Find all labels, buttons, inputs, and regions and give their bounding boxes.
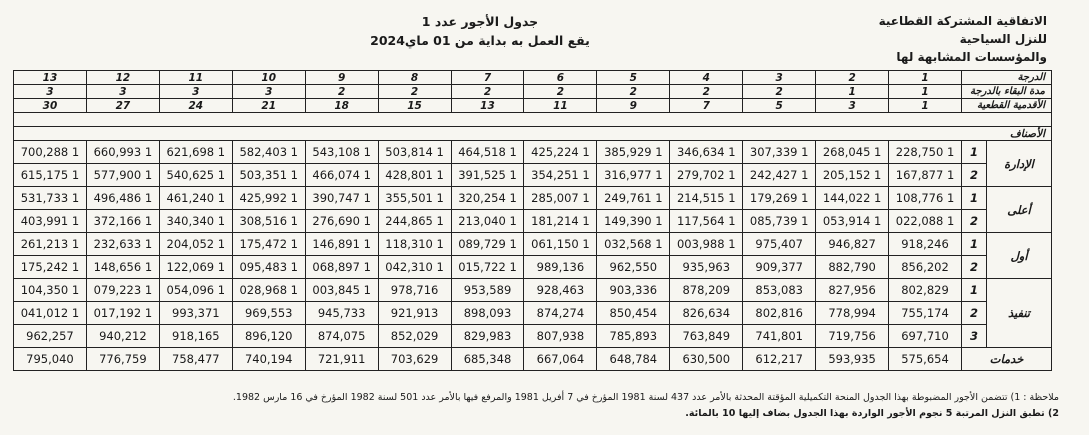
seniority-row-label: الأقدمية القطعية [961,99,1051,113]
salary-cell: 928,463 [524,279,597,302]
salary-cell: 1 181,214 [524,210,597,233]
salary-cell: 719,756 [816,325,889,348]
seniority-row-cell: 1 [889,99,962,113]
salary-cell: 1 531,733 [14,187,87,210]
salary-cell: 1 054,096 [159,279,232,302]
salary-cell: 1 464,518 [451,141,524,164]
salary-cell: 1 503,814 [378,141,451,164]
salary-cell: 1 615,175 [14,164,87,187]
salary-cell: 1 390,747 [305,187,378,210]
sub-class-number: 3 [961,325,986,348]
salary-cell: 1 089,729 [451,233,524,256]
degree-row-cell: 5 [597,71,670,85]
salary-cell: 648,784 [597,348,670,371]
sub-class-number: 1 [961,279,986,302]
salary-cell: 1 108,776 [889,187,962,210]
group-label: أعلى [987,187,1052,233]
salary-cell: 755,174 [889,302,962,325]
salary-cell: 935,963 [670,256,743,279]
table-row [14,256,1052,279]
salary-cell: 740,194 [232,348,305,371]
salary-cell: 1 268,045 [816,141,889,164]
duration-row-label: مدة البقاء بالدرجة [961,85,1051,99]
salary-cell: 962,550 [597,256,670,279]
table-row [14,164,1052,187]
salary-cell: 1 249,761 [597,187,670,210]
salary-cell: 1 232,633 [86,233,159,256]
salary-cell: 1 346,634 [670,141,743,164]
seniority-row-cell: 21 [232,99,305,113]
notes-section [19,390,1059,422]
sub-class-number: 2 [961,164,986,187]
degree-row-cell: 13 [14,71,87,85]
seniority-row-cell: 30 [14,99,87,113]
salary-cell: 1 540,625 [159,164,232,187]
duration-row-cell: 1 [889,85,962,99]
seniority-row-cell: 5 [743,99,816,113]
salary-cell: 1 466,074 [305,164,378,187]
salary-cell: 1 461,240 [159,187,232,210]
duration-row-cell: 2 [743,85,816,99]
salary-cell: 852,029 [378,325,451,348]
salary-cell: 1 015,722 [451,256,524,279]
salary-cell: 802,829 [889,279,962,302]
salary-cell: 909,377 [743,256,816,279]
degree-row-cell: 8 [378,71,451,85]
degree-row-cell: 3 [743,71,816,85]
salary-cell: 946,827 [816,233,889,256]
salary-cell: 1 061,150 [524,233,597,256]
sub-class-number: 1 [961,141,986,164]
seniority-row-cell: 18 [305,99,378,113]
salary-cell: 1 214,515 [670,187,743,210]
salary-cell: 1 228,750 [889,141,962,164]
org-line-3: والمؤسسات المشابهة لها [896,50,1047,64]
salary-cell: 1 213,040 [451,210,524,233]
salary-cell: 1 276,690 [305,210,378,233]
salary-cell: 829,983 [451,325,524,348]
seniority-row-cell: 9 [597,99,670,113]
salary-cell: 1 660,993 [86,141,159,164]
salary-cell: 1 017,192 [86,302,159,325]
degree-row [14,71,1052,85]
salary-cell: 1 122,069 [159,256,232,279]
salary-cell: 685,348 [451,348,524,371]
salary-cell: 593,935 [816,348,889,371]
salary-cell: 896,120 [232,325,305,348]
group-label: أول [987,233,1052,279]
salary-cell: 853,083 [743,279,816,302]
duration-row-cell: 2 [451,85,524,99]
duration-row-cell: 3 [232,85,305,99]
salary-cell: 1 022,088 [889,210,962,233]
salary-cell: 1 543,108 [305,141,378,164]
salary-cell: 1 385,929 [597,141,670,164]
salary-cell: 1 148,656 [86,256,159,279]
seniority-row-cell: 7 [670,99,743,113]
salary-cell: 1 003,845 [305,279,378,302]
duration-row [14,85,1052,99]
salary-cell: 1 285,007 [524,187,597,210]
salary-cell: 945,733 [305,302,378,325]
salary-cell: 1 205,152 [816,164,889,187]
salary-cell: 1 582,403 [232,141,305,164]
degree-row-label: الدرجة [961,71,1051,85]
degree-row-cell: 1 [889,71,962,85]
org-line-1: الاتفاقية المشتركة القطاعية [878,14,1047,28]
salary-table-body [14,71,1052,371]
salary-cell: 962,257 [14,325,87,348]
duration-row-cell: 3 [86,85,159,99]
org-line-2: للنزل السياحية [959,32,1047,46]
salary-cell: 667,064 [524,348,597,371]
salary-cell: 978,716 [378,279,451,302]
salary-cell: 1 144,022 [816,187,889,210]
degree-row-cell: 2 [816,71,889,85]
salary-cell: 850,454 [597,302,670,325]
salary-cell: 1 496,486 [86,187,159,210]
salary-cell: 1 041,012 [14,302,87,325]
seniority-row-cell: 27 [86,99,159,113]
salary-cell: 874,075 [305,325,378,348]
salary-cell: 1 403,991 [14,210,87,233]
degree-row-cell: 12 [86,71,159,85]
salary-cell: 697,710 [889,325,962,348]
salary-cell: 1 104,350 [14,279,87,302]
salary-cell: 1 391,525 [451,164,524,187]
salary-cell: 1 577,900 [86,164,159,187]
note-2: 2) تطبق النزل المرتبة 5 نجوم الأجور الواردة بهذا الجدول بضاف إليها 10 بالمائة. [685,408,1059,419]
sub-class-number: 1 [961,187,986,210]
salary-cell: 1 244,865 [378,210,451,233]
salary-cell: 1 149,390 [597,210,670,233]
salary-cell: 975,407 [743,233,816,256]
salary-cell: 1 261,213 [14,233,87,256]
salary-cell: 575,654 [889,348,962,371]
salary-cell: 940,212 [86,325,159,348]
salary-cell: 878,209 [670,279,743,302]
spacer-row [14,113,1052,127]
salary-cell: 1 117,564 [670,210,743,233]
organization-header [827,12,1047,66]
salary-cell: 989,136 [524,256,597,279]
table-row [14,187,1052,210]
salary-cell: 953,589 [451,279,524,302]
salary-cell: 918,165 [159,325,232,348]
sub-class-number: 2 [961,302,986,325]
salary-cell: 763,849 [670,325,743,348]
duration-row-cell: 2 [670,85,743,99]
salary-cell: 802,816 [743,302,816,325]
salary-cell: 898,093 [451,302,524,325]
table-row [14,210,1052,233]
degree-row-cell: 4 [670,71,743,85]
degree-row-cell: 11 [159,71,232,85]
salary-cell: 1 204,052 [159,233,232,256]
table-row [14,348,1052,371]
degree-row-cell: 7 [451,71,524,85]
duration-row-cell: 1 [816,85,889,99]
salary-cell: 856,202 [889,256,962,279]
salary-cell: 758,477 [159,348,232,371]
spacer-cell [14,113,1052,127]
salary-cell: 741,801 [743,325,816,348]
salary-cell: 1 425,992 [232,187,305,210]
salary-cell: 1 503,351 [232,164,305,187]
salary-cell: 1 028,968 [232,279,305,302]
salary-cell: 969,553 [232,302,305,325]
salary-cell: 1 167,877 [889,164,962,187]
salary-cell: 1 068,897 [305,256,378,279]
salary-cell: 1 085,739 [743,210,816,233]
seniority-row-cell: 24 [159,99,232,113]
seniority-row [14,99,1052,113]
salary-cell: 1 700,288 [14,141,87,164]
salary-cell: 1 308,516 [232,210,305,233]
duration-row-cell: 2 [378,85,451,99]
document-title-block [330,12,630,50]
duration-row-cell: 3 [159,85,232,99]
sub-class-number: 2 [961,256,986,279]
degree-row-cell: 6 [524,71,597,85]
salary-cell: 1 179,269 [743,187,816,210]
salary-cell: 1 340,340 [159,210,232,233]
salary-cell: 1 355,501 [378,187,451,210]
salary-cell: 918,246 [889,233,962,256]
sub-class-number: 2 [961,210,986,233]
salary-cell: 703,629 [378,348,451,371]
group-label: تنفيذ [987,279,1052,348]
document-title: جدول الأجور عدد 1 [421,14,539,29]
salary-cell: 1 279,702 [670,164,743,187]
salary-cell: 807,938 [524,325,597,348]
salary-cell: 1 307,339 [743,141,816,164]
classes-row [14,127,1052,141]
table-row [14,279,1052,302]
salary-cell: 1 003,988 [670,233,743,256]
salary-cell: 1 032,568 [597,233,670,256]
duration-row-cell: 2 [524,85,597,99]
salary-cell: 778,994 [816,302,889,325]
table-row [14,302,1052,325]
table-row [14,141,1052,164]
duration-row-cell: 3 [14,85,87,99]
salary-cell: 827,956 [816,279,889,302]
salary-cell: 785,893 [597,325,670,348]
salary-cell: 776,759 [86,348,159,371]
table-row [14,233,1052,256]
salary-cell: 1 095,483 [232,256,305,279]
classes-label: الأصناف [14,127,1052,141]
salary-cell: 1 146,891 [305,233,378,256]
seniority-row-cell: 13 [451,99,524,113]
salary-cell: 1 053,914 [816,210,889,233]
salary-cell: 612,217 [743,348,816,371]
salary-cell: 795,040 [14,348,87,371]
seniority-row-cell: 3 [816,99,889,113]
salary-cell: 1 042,310 [378,256,451,279]
salary-cell: 903,336 [597,279,670,302]
salary-cell: 993,371 [159,302,232,325]
salary-cell: 1 425,224 [524,141,597,164]
salary-cell: 1 316,977 [597,164,670,187]
salary-cell: 1 079,223 [86,279,159,302]
salary-cell: 1 354,251 [524,164,597,187]
salary-cell: 921,913 [378,302,451,325]
salary-cell: 630,500 [670,348,743,371]
salary-cell: 1 175,472 [232,233,305,256]
salary-cell: 826,634 [670,302,743,325]
table-row [14,325,1052,348]
seniority-row-cell: 15 [378,99,451,113]
duration-row-cell: 2 [305,85,378,99]
group-label: الإدارة [987,141,1052,187]
salary-cell: 1 320,254 [451,187,524,210]
degree-row-cell: 10 [232,71,305,85]
salary-cell: 882,790 [816,256,889,279]
salary-cell: 721,911 [305,348,378,371]
salary-cell: 1 242,427 [743,164,816,187]
salary-cell: 1 175,242 [14,256,87,279]
sub-class-number: 1 [961,233,986,256]
note-1: ملاحظة : 1) تتضمن الأجور المضبوطة بهذا الجدول المنحة التكميلية المؤقتة المحدثة بالأمر عدد 437 لسنة 1981 المؤرخ في 7 أفريل 1981 والمرفع فيها بالأمر عدد 501 لسنة 1982 المؤرخ في 16 مارس 1982. [232,392,1059,403]
degree-row-cell: 9 [305,71,378,85]
salary-cell: 1 428,801 [378,164,451,187]
salary-table [13,70,1052,371]
document-subtitle: يقع العمل به بداية من 01 ماي2024 [370,33,590,48]
salary-cell: 1 372,166 [86,210,159,233]
salary-cell: 874,274 [524,302,597,325]
group-label: خدمات [961,348,1051,371]
seniority-row-cell: 11 [524,99,597,113]
salary-cell: 1 621,698 [159,141,232,164]
duration-row-cell: 2 [597,85,670,99]
salary-cell: 1 118,310 [378,233,451,256]
